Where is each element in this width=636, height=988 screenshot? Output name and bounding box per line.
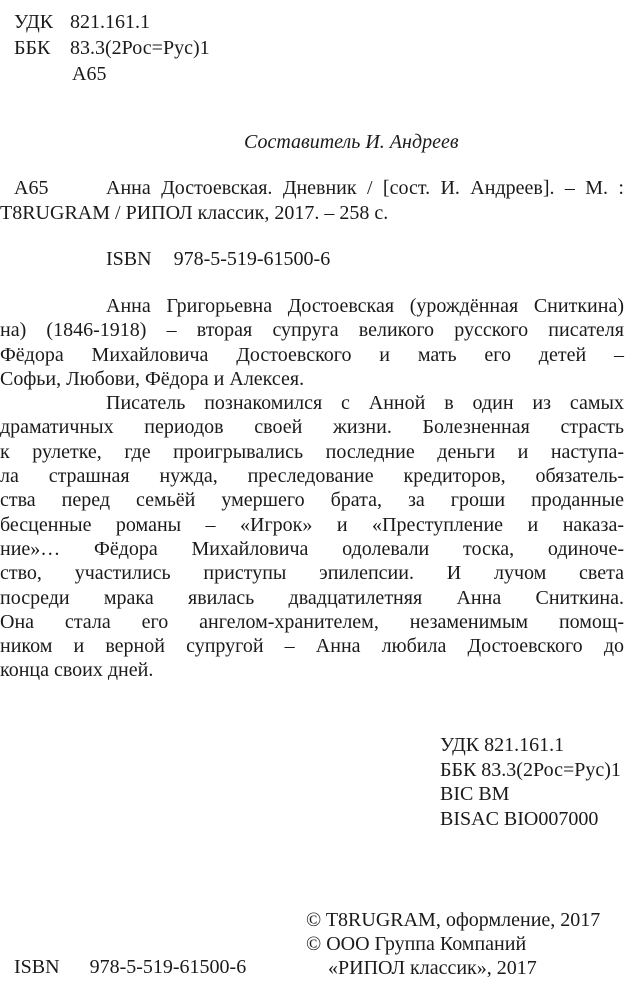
author-mark-row: [14, 62, 210, 86]
bottom-udk: УДК 821.161.1: [440, 734, 565, 756]
annot-p2-line: ла страшная нужда, преследование кредиторов, обязатель-: [0, 465, 624, 488]
copyright-block: [306, 908, 626, 980]
classification-codes: [14, 10, 210, 86]
isbn-label: ISBN: [106, 248, 152, 270]
annot-p2-line: ние»… Фёдора Михайловича одолевали тоска, одиноче-: [0, 537, 624, 560]
annot-p2-line: драматичных периодов своей жизни. Болезненная страсть: [0, 416, 624, 439]
copyright-line-3: «РИПОЛ классик», 2017: [328, 957, 537, 979]
annot-p2-line: ником и верной супругой – Анна любила Достоевского до: [0, 635, 624, 658]
bbk-row: [14, 36, 210, 60]
annot-p2-line: посреди мрака явилась двадцатилетняя Анна Сниткина.: [0, 586, 624, 609]
bottom-bic: BIC BM: [440, 783, 510, 805]
annot-p1-line: Софьи, Любови, Фёдора и Алексея.: [0, 367, 305, 390]
annot-p2-line: ства перед семьёй умершего брата, за гроши проданные: [0, 489, 624, 512]
udk-value: 821.161.1: [70, 11, 150, 33]
bbk-value: 83.3(2Рос=Рус)1: [70, 37, 210, 59]
annot-p1-line: Анна Григорьевна Достоевская (урождённая Сниткина): [106, 295, 624, 317]
bottom-bisac: BISAC BIO007000: [440, 807, 599, 830]
compiler-line: Составитель И. Андреев: [244, 131, 459, 153]
udk-row: [14, 10, 210, 34]
annotation: [0, 294, 624, 683]
isbn-line: [106, 248, 330, 271]
copyright-line-2: © ООО Группа Компаний: [306, 933, 527, 955]
isbn-value: 978-5-519-61500-6: [173, 248, 331, 270]
bottom-isbn-label: ISBN: [14, 956, 60, 978]
annot-p1-line: на) (1846-1918) – вторая супруга великого русского писателя: [0, 319, 624, 342]
annot-p2-line: Писатель познакомился с Анной в один из самых: [106, 392, 624, 415]
copyright-line-1: © T8RUGRAM, оформление, 2017: [306, 909, 601, 931]
biblio-line-2: T8RUGRAM / РИПОЛ классик, 2017. – 258 с.: [0, 202, 389, 224]
bottom-bbk: ББК 83.3(2Рос=Рус)1: [440, 758, 621, 781]
bottom-isbn-value: 978-5-519-61500-6: [89, 956, 247, 978]
annotation-paragraph-2: [0, 391, 624, 683]
biblio-author-mark: А65: [14, 177, 49, 199]
author-mark: А65: [72, 63, 107, 85]
annot-p2-line: к рулетке, где проигрывались последние деньги и наступа-: [0, 440, 624, 463]
annot-p1-line: Фёдора Михайловича Достоевского и мать его детей –: [0, 343, 624, 366]
annot-p2-line: ство, участились приступы эпилепсии. И лучом света: [0, 562, 624, 585]
bottom-classification-codes: [440, 733, 621, 831]
annot-p2-line: бесценные романы – «Игрок» и «Преступление и наказа-: [0, 513, 624, 536]
annot-p2-line: конца своих дней.: [0, 659, 154, 682]
annot-p2-line: Она стала его ангелом-хранителем, незаменимым помощ-: [0, 610, 624, 633]
biblio-line-1: Анна Достоевская. Дневник / [сост. И. Андреев]. – М. :: [106, 177, 624, 199]
annotation-paragraph-1: [0, 294, 624, 391]
bottom-isbn: [14, 956, 246, 979]
bbk-label: ББК: [14, 37, 51, 59]
udk-label: УДК: [14, 11, 54, 33]
